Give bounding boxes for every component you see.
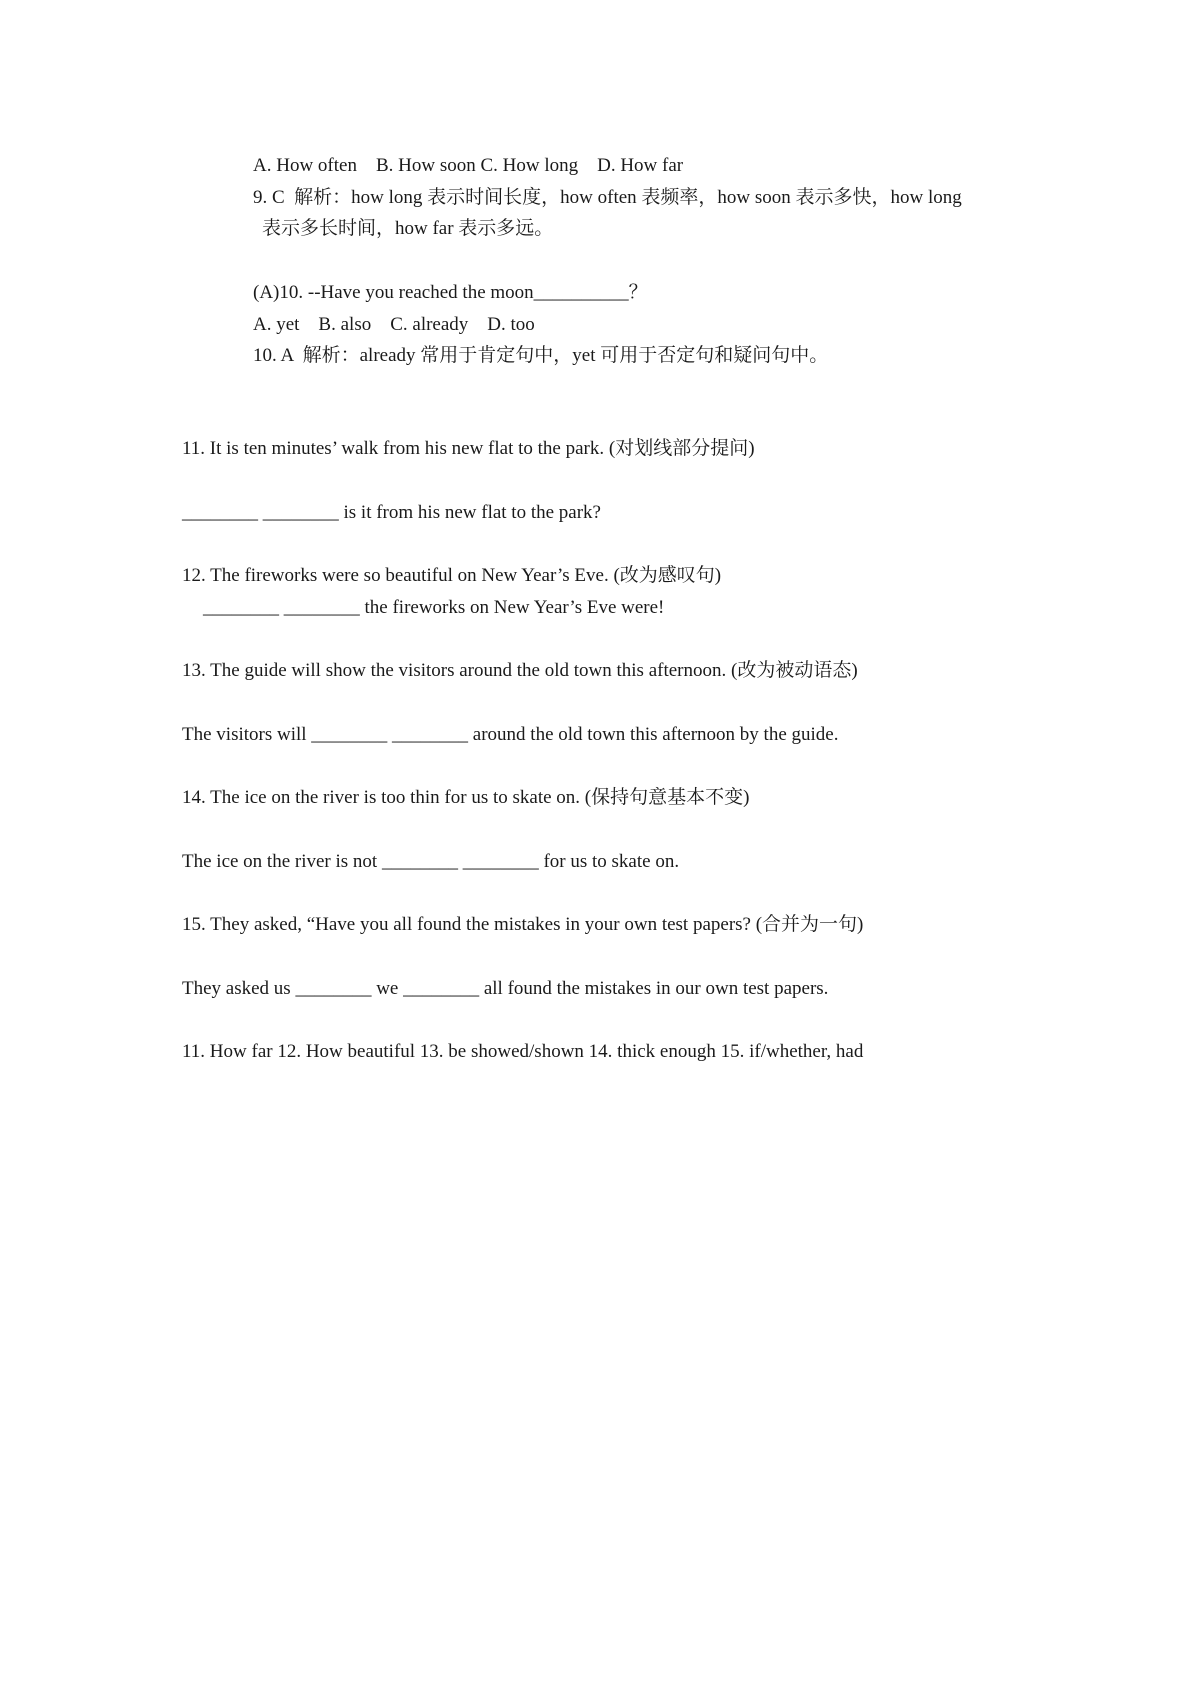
q10-options: A. yet B. also C. already D. too — [253, 314, 535, 335]
q10-stem-suffix: ？ — [628, 282, 648, 303]
q10-stem-blank: __________ — [533, 282, 629, 303]
q10-answer: 10. A 解析：already 常用于肯定句中，yet 可用于否定句和疑问句中。 — [253, 345, 829, 366]
q10-stem-prefix: (A)10. --Have you reached the moon — [253, 282, 534, 303]
q9-answer-line1: 9. C 解析：how long 表示时间长度，how often 表频率，how soon 表示多快，how long — [253, 187, 962, 208]
q13-stem: 13. The guide will show the visitors around the old town this afternoon. (改为被动语态) — [182, 660, 858, 681]
q15-fill: They asked us ________ we ________ all found the mistakes in our own test papers. — [182, 978, 829, 999]
q14-stem: 14. The ice on the river is too thin for us to skate on. (保持句意基本不变) — [182, 787, 750, 808]
q9-options: A. How often B. How soon C. How long D. How far — [253, 155, 684, 176]
q10-stem — [253, 281, 648, 305]
q12-stem: 12. The fireworks were so beautiful on New Year’s Eve. (改为感叹句) — [182, 565, 722, 586]
q14-fill: The ice on the river is not ________ ________ for us to skate on. — [182, 851, 680, 872]
q11-stem: 11. It is ten minutes’ walk from his new flat to the park. (对划线部分提问) — [182, 438, 755, 459]
q11-fill: ________ ________ is it from his new flat to the park? — [182, 502, 601, 523]
q13-fill: The visitors will ________ ________ around the old town this afternoon by the guide. — [182, 724, 839, 745]
q12-fill: ________ ________ the fireworks on New Year’s Eve were! — [203, 597, 665, 618]
q9-answer-line2: 表示多长时间，how far 表示多远。 — [262, 218, 554, 239]
q15-stem: 15. They asked, “Have you all found the mistakes in your own test papers? (合并为一句) — [182, 914, 864, 935]
answers-11-15: 11. How far 12. How beautiful 13. be showed/shown 14. thick enough 15. if/whether, had — [182, 1041, 864, 1062]
